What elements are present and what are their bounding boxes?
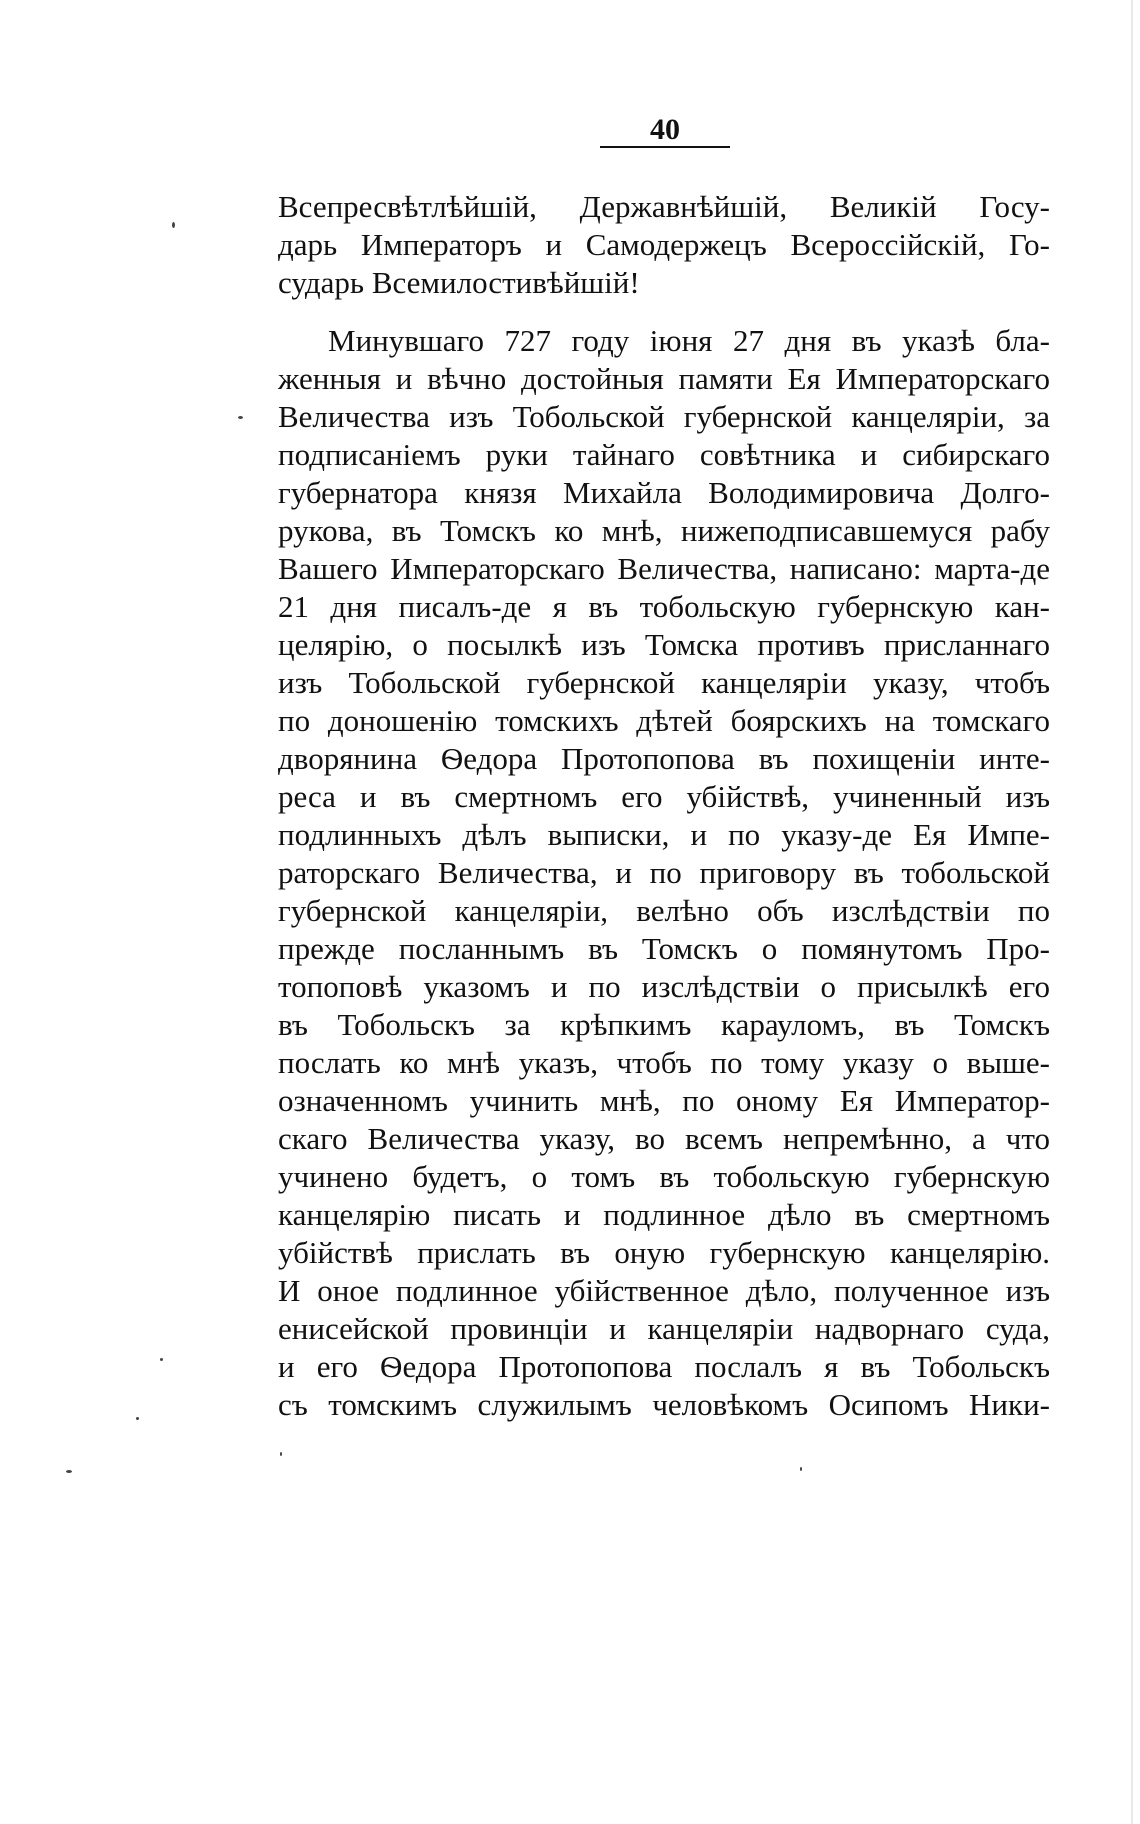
- text-line: Величества изъ Тобольской губернской канцеляріи, за: [278, 399, 1050, 434]
- page-edge-shadow: [1131, 0, 1133, 1824]
- text-line: прежде посланнымъ въ Томскъ о помянутомъ Про-: [278, 931, 1050, 966]
- text-line: подлинныхъ дѣлъ выписки, и по указу-де Ея Импе-: [278, 817, 1050, 852]
- text-line: учинено будетъ, о томъ въ тобольскую губернскую: [278, 1159, 1050, 1194]
- text-line: изъ Тобольской губернской канцеляріи указу, чтобъ: [278, 665, 1050, 700]
- text-line: топоповѣ указомъ и по изслѣдствіи о присылкѣ его: [278, 969, 1050, 1004]
- text-line: губернской канцеляріи, велѣно объ изслѣдствіи по: [278, 893, 1050, 928]
- text-line: убійствѣ прислать въ оную губернскую канцелярію.: [278, 1235, 1050, 1270]
- page-number: 40: [650, 113, 680, 146]
- text-line: сударь Всемилостивѣйшій!: [278, 265, 640, 300]
- page-number-rule: [600, 146, 730, 148]
- scan-speck: [160, 1358, 163, 1361]
- text-line: означенномъ учинить мнѣ, по оному Ея Император-: [278, 1083, 1050, 1118]
- scan-speck: [238, 416, 243, 419]
- text-line: дворянина Ѳедора Протопопова въ похищеніи инте-: [278, 741, 1050, 776]
- paragraph-salutation: [278, 188, 1050, 302]
- text-line: женныя и вѣчно достойныя памяти Ея Императорскаго: [278, 361, 1050, 396]
- text-line: рукова, въ Томскъ ко мнѣ, нижеподписавшемуся рабу: [278, 513, 1050, 548]
- text-line: енисейской провинціи и канцеляріи надворнаго суда,: [278, 1311, 1050, 1346]
- text-line: раторскаго Величества, и по приговору въ тобольской: [278, 855, 1050, 890]
- text-line: съ томскимъ служилымъ человѣкомъ Осипомъ Ники-: [278, 1387, 1050, 1422]
- text-line: 21 дня писалъ-де я въ тобольскую губернскую кан-: [278, 589, 1050, 624]
- text-line: канцелярію писать и подлинное дѣло въ смертномъ: [278, 1197, 1050, 1232]
- text-line: И оное подлинное убійственное дѣло, полученное изъ: [278, 1273, 1050, 1308]
- text-line: въ Тобольскъ за крѣпкимъ карауломъ, въ Томскъ: [278, 1007, 1050, 1042]
- scan-speck: [66, 1470, 72, 1473]
- text-line: губернатора князя Михайла Володимировича Долго-: [278, 475, 1050, 510]
- text-line: по доношенію томскихъ дѣтей боярскихъ на томскаго: [278, 703, 1050, 738]
- scan-speck: [280, 1452, 282, 1456]
- body-text: [278, 188, 1050, 1424]
- text-line: скаго Величества указу, во всемъ непремѣнно, а что: [278, 1121, 1050, 1156]
- scan-speck: [172, 222, 175, 228]
- scan-speck: [800, 1467, 802, 1471]
- text-line: Всепресвѣтлѣйшій, Державнѣйшій, Великій Госу-: [278, 189, 1050, 224]
- text-line: дарь Императоръ и Самодержецъ Всероссійскій, Го-: [278, 227, 1050, 262]
- text-line: и его Ѳедора Протопопова послалъ я въ Тобольскъ: [278, 1349, 1050, 1384]
- paragraph-gap: [278, 302, 1050, 322]
- text-line: послать ко мнѣ указъ, чтобъ по тому указу о выше-: [278, 1045, 1050, 1080]
- text-line: Вашего Императорскаго Величества, написано: марта-де: [278, 551, 1050, 586]
- scan-speck: [136, 1417, 139, 1420]
- text-line: Минувшаго 727 году іюня 27 дня въ указѣ бла-: [328, 323, 1050, 358]
- text-line: реса и въ смертномъ его убійствѣ, учиненный изъ: [278, 779, 1050, 814]
- text-line: целярію, о посылкѣ изъ Томска противъ присланнаго: [278, 627, 1050, 662]
- paragraph-body: [278, 322, 1050, 1424]
- text-line: подписаніемъ руки тайнаго совѣтника и сибирскаго: [278, 437, 1050, 472]
